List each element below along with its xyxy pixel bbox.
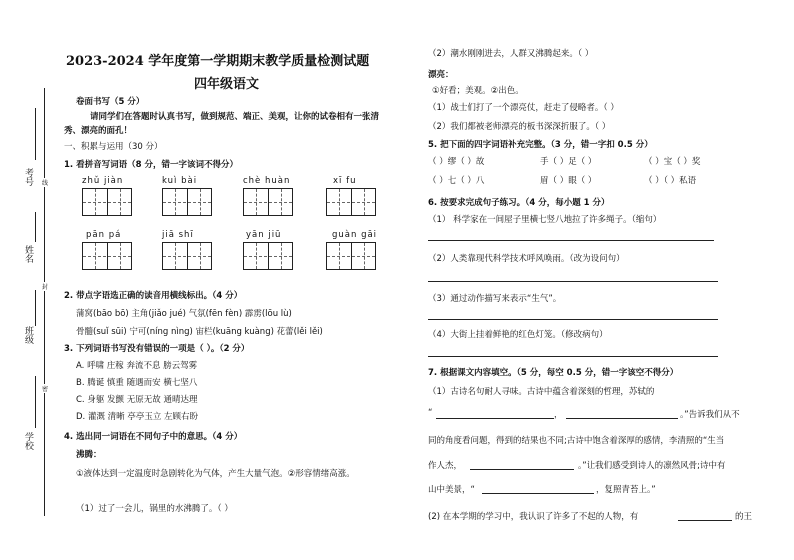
side-label-school: 学校 xyxy=(23,432,33,450)
pinyin-label: guàn gāi xyxy=(332,230,378,240)
idiom-blank[interactable]: （ ）七（ ）八 xyxy=(428,176,485,186)
question-7-quote-open: “ xyxy=(428,408,433,418)
seal-mark-feng: 封 xyxy=(42,284,49,291)
question-7-comma: ， xyxy=(554,410,563,420)
fill-line-school xyxy=(35,376,36,428)
pinyin-label: zhǔ jiàn xyxy=(82,176,124,186)
question-3-option: B. 腾诞 慎重 随遇而安 横七坚八 xyxy=(76,378,198,388)
writing-grid[interactable] xyxy=(243,242,293,270)
question-6-item: （3）通过动作描写来表示“生气”。 xyxy=(428,294,562,304)
question-7-para-5-end: ，复照青苔上。” xyxy=(596,485,656,495)
seal-mark-xian: 线 xyxy=(42,180,49,187)
question-7-para-2-end: 。”告诉我们从不 xyxy=(680,410,740,420)
writing-grid[interactable] xyxy=(162,188,212,216)
idiom-blank[interactable]: 眉（ ）眼（ ） xyxy=(540,176,597,186)
answer-line[interactable] xyxy=(428,319,718,320)
fill-line-exam-no xyxy=(35,108,36,160)
answer-line[interactable] xyxy=(428,356,718,357)
question-3-option: A. 呼啸 庄稼 奔流不息 膀云驾雾 xyxy=(76,361,198,371)
pinyin-label: yān jiū xyxy=(246,230,282,240)
idiom-blank[interactable]: （ ）宝（ ）奖 xyxy=(644,157,701,167)
writing-grid[interactable] xyxy=(82,188,132,216)
question-5: 5. 把下面的四字词语补充完整。（3 分，错一字扣 0.5 分） xyxy=(428,140,653,150)
question-3-option: D. 灌溉 清晰 亭亭玉立 左顾右盼 xyxy=(76,412,199,422)
side-label-exam-no: 考号 xyxy=(23,168,33,186)
idiom-blank[interactable]: （ ）缪（ ）故 xyxy=(428,157,485,167)
exam-title: 2023-2024 学年度第一学期期末教学质量检测试题 xyxy=(66,54,370,69)
word-2-heading: 漂亮： xyxy=(428,70,454,80)
writing-grid[interactable] xyxy=(243,188,293,216)
question-1: 1. 看拼音写词语（8 分，错一字该词不得分） xyxy=(64,160,238,170)
fill-blank[interactable] xyxy=(470,469,574,470)
question-6-item: （2）人类靠现代科学技术呼风唤雨。（改为设问句） xyxy=(428,254,625,264)
writing-grid[interactable] xyxy=(326,242,376,270)
binding-line xyxy=(44,88,45,516)
question-2-line-2: 骨髓(suǐ sūi) 宁可(níng nìng) 宙栏(kuāng kuàng) 花蕾(lěi lěi) xyxy=(76,327,323,337)
word-2-definition: ①好看；美观。②出色。 xyxy=(432,86,524,96)
question-3-option: C. 身躯 发颤 无原无故 通晴达理 xyxy=(76,395,198,405)
question-7-para-5-start: 山中美景，“ xyxy=(428,485,475,495)
question-6-item: （4）大街上挂着鲜艳的红色灯笼。（修改病句） xyxy=(428,330,608,340)
fill-blank[interactable] xyxy=(436,418,554,419)
pinyin-label: chè huàn xyxy=(243,176,291,186)
idiom-blank[interactable]: （ ）（ ）私语 xyxy=(644,176,697,186)
seal-mark-mi: 密 xyxy=(42,386,49,393)
fill-line-name xyxy=(35,212,36,242)
question-4-sentence-1: （1）过了一会儿，锅里的水沸腾了。（ ） xyxy=(76,504,233,514)
writing-grid[interactable] xyxy=(82,242,132,270)
neat-writing-heading: 卷面书写（5 分） xyxy=(76,97,145,107)
word-2-sentence-1: （1）战士们打了一个漂亮仗，赶走了侵略者。（ ） xyxy=(428,103,619,113)
question-7-para-4-start: 作人杰， xyxy=(428,461,463,471)
word-2-sentence-2: （2）我们都被老师漂亮的板书深深折服了。（ ） xyxy=(428,122,611,132)
question-7-para-3: 同的角度看问题，得到的结果也不同;古诗中饱含着深厚的感情，李清照的“生当 xyxy=(428,436,725,446)
answer-line[interactable] xyxy=(428,281,718,282)
side-label-class: 班级 xyxy=(23,326,33,344)
neat-writing-text-1: 请同学们在答题时认真书写，做到规范、端正、美观，让你的试卷相有一张清 xyxy=(90,112,380,122)
pinyin-label: xī fu xyxy=(333,176,357,186)
question-4: 4. 选出同一词语在不同句子中的意思。（4 分） xyxy=(64,432,243,442)
question-7-para-6-start: (2) 在本学期的学习中，我认识了许多了不起的人物，有 xyxy=(428,512,639,522)
side-label-name: 姓名 xyxy=(23,245,33,263)
pinyin-label: kuì bài xyxy=(162,176,198,186)
fill-blank[interactable] xyxy=(482,493,594,494)
question-4-definition: ①液体达到一定温度时急剧转化为气体，产生大量气泡。②形容情绪高涨。 xyxy=(76,469,355,479)
question-7: 7. 根据课文内容填空。（5 分，每空 0.5 分，错一字该空不得分） xyxy=(428,368,679,378)
question-6-item: （1） 科学家在一间屋子里横七竖八地拉了许多绳子。（缩句） xyxy=(428,215,662,225)
question-7-para-1: （1）古诗名句耐人寻味。古诗中蕴含着深刻的哲理，苏轼的 xyxy=(428,387,655,397)
writing-grid[interactable] xyxy=(326,188,376,216)
writing-grid[interactable] xyxy=(162,242,212,270)
question-4-word: 沸腾： xyxy=(76,450,102,460)
question-4-sentence-2: （2）潮水刚刚进去，人群又沸腾起来。（ ） xyxy=(428,49,594,59)
fill-blank[interactable] xyxy=(678,520,732,521)
answer-line[interactable] xyxy=(428,240,714,241)
question-3: 3. 下列词语书写没有错误的一项是（ ）。（2 分） xyxy=(64,344,250,354)
question-7-para-4-end: 。”让我们感受到诗人的凛然风骨;诗中有 xyxy=(578,461,726,471)
fill-blank[interactable] xyxy=(566,418,678,419)
question-6: 6. 按要求完成句子练习。（4 分，每小题 1 分） xyxy=(428,198,610,208)
question-7-para-6-end: 的王 xyxy=(735,512,753,522)
pinyin-label: jiā shī xyxy=(162,230,194,240)
idiom-blank[interactable]: 手（ ）足（ ） xyxy=(540,157,597,167)
question-2-line-1: 蒲窝(bāo bō) 主角(jiǎo jué) 气氛(fēn fèn) 霹雳(lōu lù) xyxy=(76,309,292,319)
pinyin-label: pān pá xyxy=(86,230,122,240)
exam-subtitle: 四年级语文 xyxy=(194,77,260,92)
fill-line-class xyxy=(35,290,36,326)
neat-writing-text-2: 秀、漂亮的面孔！ xyxy=(64,126,133,136)
question-2: 2. 带点字语选正确的读音用横线标出。（4 分） xyxy=(64,291,243,301)
section-1-heading: 一、积累与运用（30 分） xyxy=(64,142,163,152)
